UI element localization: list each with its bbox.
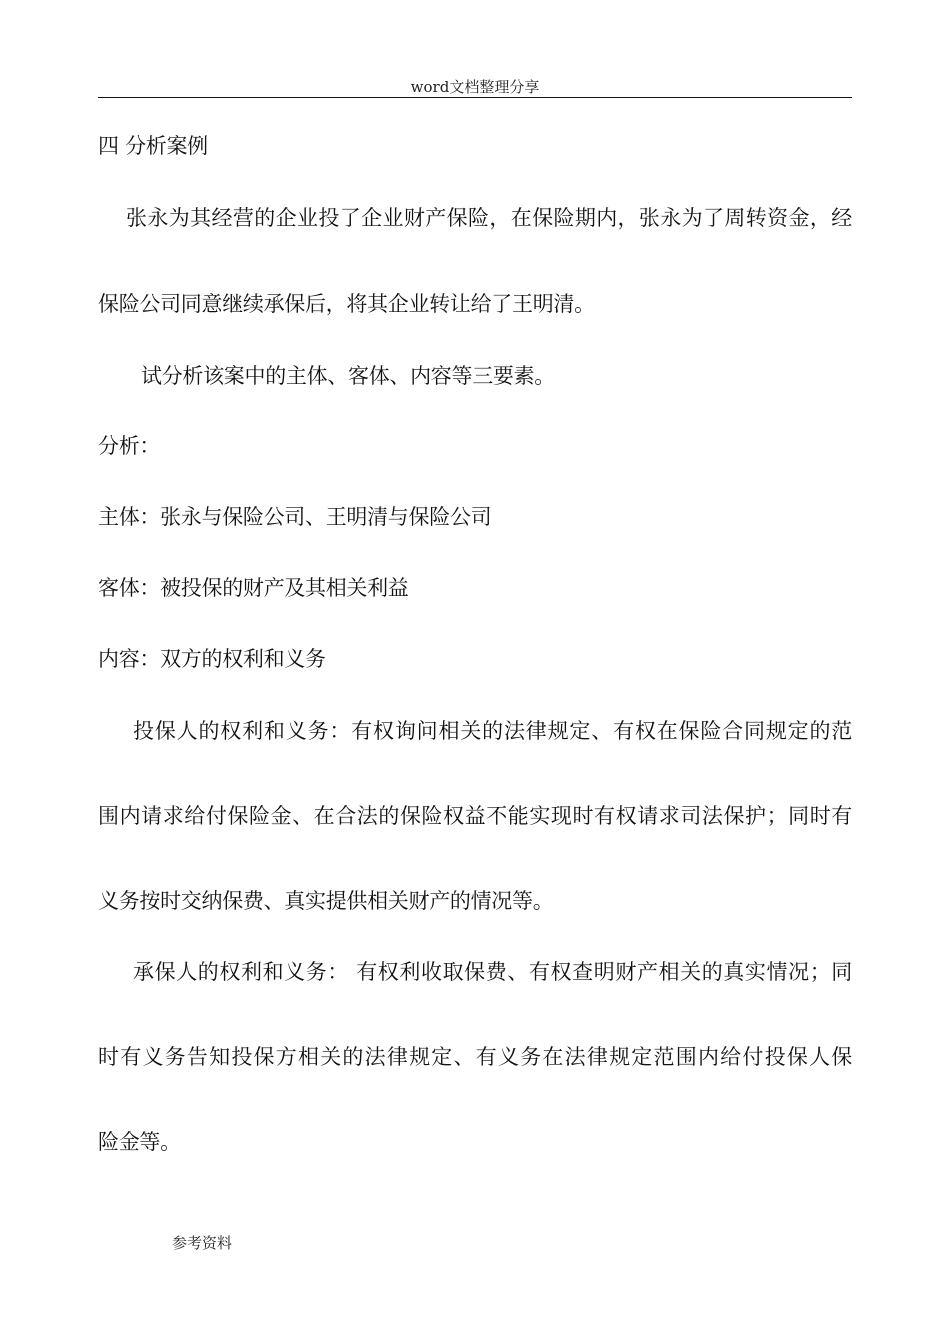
insured-rights-line-1: 投保人的权利和义务：有权询问相关的法律规定、有权在保险合同规定的范 (133, 719, 852, 743)
insurer-rights-line-1: 承保人的权利和义务： 有权利收取保费、有权查明财产相关的真实情况；同 (133, 960, 852, 984)
insured-rights-line-2: 围内请求给付保险金、在合法的保险权益不能实现时有权请求司法保护；同时有 (98, 804, 852, 828)
case-paragraph-line-1: 张永为其经营的企业投了企业财产保险，在保险期内，张永为了周转资金，经 (126, 206, 852, 230)
analysis-heading: 分析： (98, 434, 161, 458)
case-question: 试分析该案中的主体、客体、内容等三要素。 (141, 364, 555, 388)
insurer-rights-line-3: 险金等。 (98, 1130, 181, 1154)
case-paragraph-line-2: 保险公司同意继续承保后，将其企业转让给了王明清。 (98, 292, 595, 316)
insurer-rights-line-2: 时有义务告知投保方相关的法律规定、有义务在法律规定范围内给付投保人保 (98, 1045, 852, 1069)
header-divider (98, 97, 852, 98)
page-header: word文档整理分享 (410, 78, 540, 96)
page-footer: 参考资料 (172, 1234, 233, 1252)
analysis-subject: 主体：张永与保险公司、王明清与保险公司 (98, 505, 492, 529)
insured-rights-line-3: 义务按时交纳保费、真实提供相关财产的情况等。 (98, 889, 554, 913)
analysis-content: 内容：双方的权利和义务 (98, 647, 326, 671)
section-title: 四 分析案例 (98, 134, 208, 158)
analysis-object: 客体：被投保的财产及其相关利益 (98, 576, 409, 600)
